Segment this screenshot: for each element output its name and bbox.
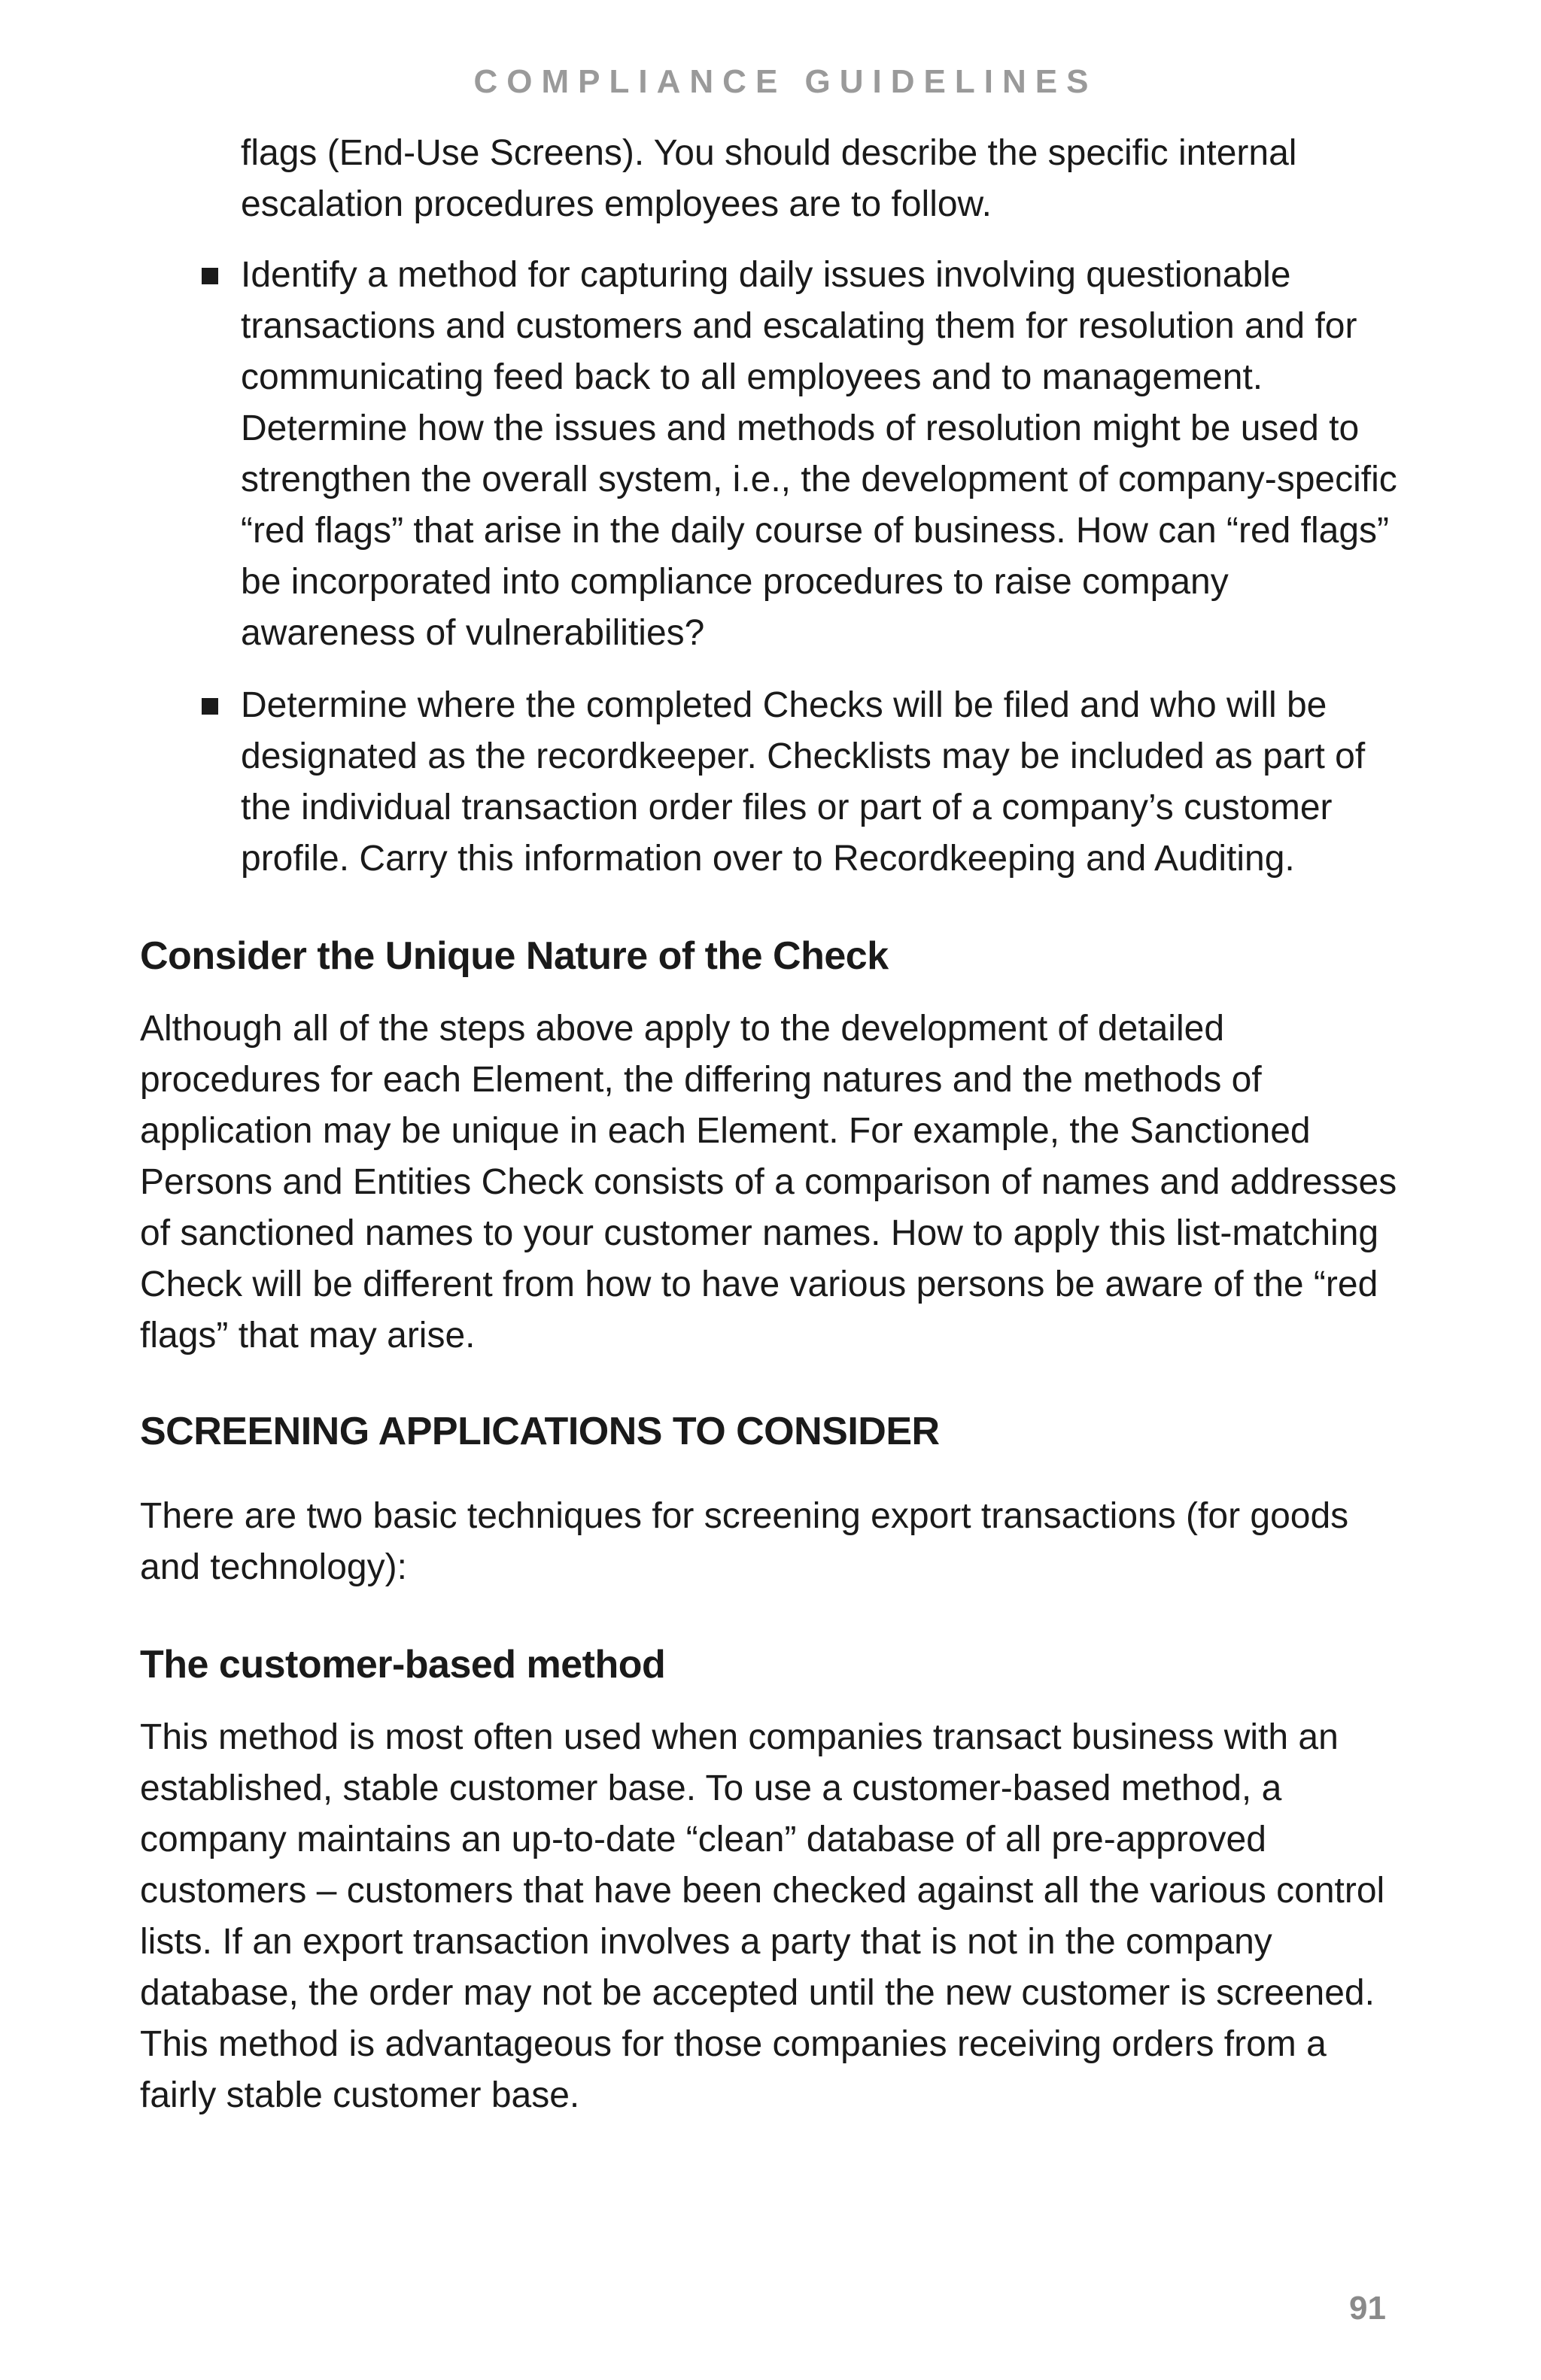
bullet-text: Identify a method for capturing daily issues involving questionable transactions and customers and escalating them for resolution and for communicating feed back to all employees and to management. Determine how the issues and methods of resolution might be used to strengthen the overall system, i.e., the development of company-specific “red flags” that arise in the daily course of business. How can “red flags” be incorporated into compliance procedures to raise company awareness of vulnerabilities?: [241, 255, 1397, 653]
section-heading-unique-nature: Consider the Unique Nature of the Check: [140, 934, 889, 978]
running-head: COMPLIANCE GUIDELINES: [473, 63, 1098, 100]
bullet-item: [140, 250, 1404, 659]
bullet-item: [140, 680, 1404, 885]
page-content: [140, 128, 1404, 2121]
section-heading-screening: SCREENING APPLICATIONS TO CONSIDER: [140, 1410, 940, 1453]
page-number: 91: [1349, 2290, 1386, 2327]
section-heading-customer-based: The customer-based method: [140, 1643, 666, 1686]
section-body-customer-based: This method is most often used when companies transact business with an established, stable customer base. To use a customer-based method, a company maintains an up-to-date “clean” database of all pre-approved customers – customers that have been checked against all the various control lists. If an export transaction involves a party that is not in the company database, the order may not be accepted until the new customer is screened. This method is advantageous for those companies receiving orders from a fairly stable customer base.: [140, 1717, 1385, 2115]
section-body-unique-nature: Although all of the steps above apply to the development of detailed procedures for each Element, the differing natures and the methods of application may be unique in each Element. For example, the Sanctioned Persons and Entities Check consists of a comparison of names and addresses of sanctioned names to your customer names. How to apply this list-matching Check will be different from how to have various persons be aware of the “red flags” that may arise.: [140, 1009, 1397, 1355]
continued-paragraph: flags (End-Use Screens). You should describe the specific internal escalation procedures employees are to follow.: [241, 133, 1297, 224]
bullet-text: Determine where the completed Checks will be filed and who will be designated as the recordkeeper. Checklists may be included as part of the individual transaction order files or part of a company’s customer profile. Carry this information over to Recordkeeping and Auditing.: [241, 685, 1366, 879]
square-bullet-icon: [202, 268, 218, 284]
section-body-screening: There are two basic techniques for screening export transactions (for goods and technology):: [140, 1496, 1349, 1587]
square-bullet-icon: [202, 698, 218, 715]
bullet-list: [140, 250, 1404, 885]
